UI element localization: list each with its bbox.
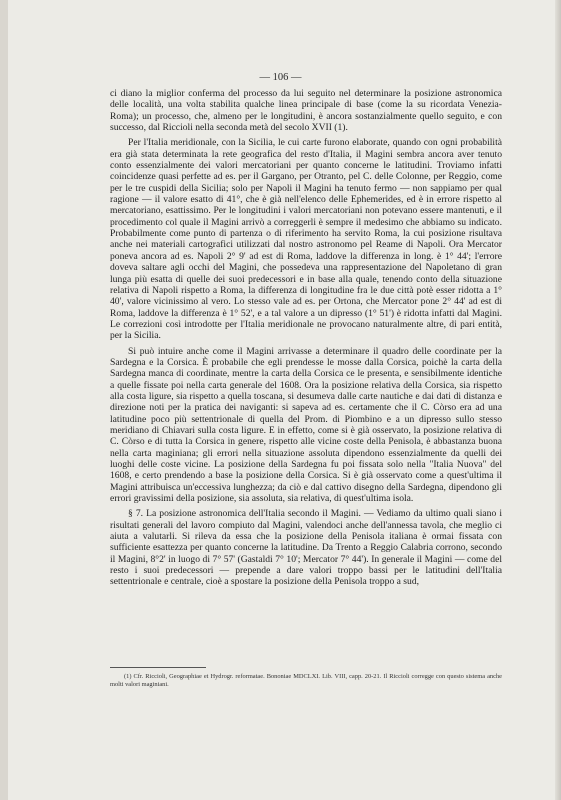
paragraph-4-section-7: § 7. La posizione astronomica dell'Italia secondo il Magini. — Vediamo da ultimo quali siano i risultati generali del lavoro compiuto dal Magini, valendoci anche dell'annessa tavola, che meglio ci aiuta a valutarli. Si rileva da essa che la posizione della Penisola italiana è ormai fissata con sufficiente esattezza per quanto concerne la latitudine. Da Trento a Reggio Calabria corrono, secondo il Magini, 8°2' in luogo di 7° 57' (Gastaldi 7° 10'; Mercator 7° 44'). In generale il Magini — come del resto i suoi predecessori — prepende a dare valori troppo bassi per le latitudini dell'Italia settentrionale e centrale, cioè a spostare la posizione della Penisola troppo a sud,: [110, 508, 502, 588]
paragraph-3: Si può intuire anche come il Magini arrivasse a determinare il quadro delle coordinate per la Sardegna e la Corsica. È probabile che egli prendesse le mosse dalla Corsica, poichè la carta della Sardegna manca di coordinate, mentre la carta della Corsica ce le presenta, e sensibilmente identiche a quelle fissate poi nella carta generale del 1608. Ora la posizione relativa della Corsica, sia rispetto alla costa ligure, sia rispetto a quella toscana, si desumeva dalle carte nautiche e dai dati di distanza e direzione noti per la pratica dei naviganti: si sapeva ad es. certamente che il C. Còrso era ad una latitudine poco più settentrionale di quella del Prom. di Piombino e a un dipresso sullo stesso meridiano di Chiavari sulla costa ligure. E in effetto, come si è già osservato, la posizione relativa di C. Còrso e di tutta la Corsica in genere, rispetto alle vicine coste della Penisola, è abbastanza buona nella carta maginiana; gli errori nella situazione assoluta dipendono essenzialmente da quelli dei luoghi delle coste vicine. La posizione della Sardegna fu poi fissata solo nella "Italia Nuova" del 1608, e certo prendendo a base la posizione della Corsica. Si è già osservato come a quest'ultima il Magini attribuisca un'eccessiva lunghezza; da ciò e dal cattivo disegno della Sardegna, dipendono gli errori gravissimi della posizione, sia assoluta, sia relativa, di quest'ultima isola.: [110, 345, 502, 505]
paragraph-1: ci diano la miglior conferma del processo da lui seguito nel determinare la posizione astronomica delle località, una volta stabilita qualche linea principale di base (come la su ricordata Venezia-Roma); un processo, che, almeno per le longitudini, è ancora sostanzialmente quello seguito, e con successo, dal Riccioli nella seconda metà del secolo XVII (1).: [110, 88, 502, 134]
page-number: — 106 —: [259, 72, 302, 83]
footnote-text: (1) Cfr. Riccioli, Geographiae et Hydrogr. reformatae. Bononiae MDCLXI. Lib. VIII, capp. 20-21. Il Riccioli corregge con questo sistema anche molti valori maginiani.: [110, 673, 502, 688]
page-edge-shadow: [555, 0, 561, 800]
footnote: [110, 673, 502, 689]
paragraph-2: Per l'Italia meridionale, con la Sicilia, le cui carte furono elaborate, quando con ogni probabilità era già stata determinata la rete geografica del resto d'Italia, il Magini sembra ancora aver tenuto conto essenzialmente dei valori mercatoriani per quanto concerne le latitudini. Troviamo infatti coincidenze quasi perfette ad es. per il Gargano, per Otranto, pel C. delle Colonne, per Reggio, come per le tre cuspidi della Sicilia; solo per Napoli il Magini ha tenuto fermo — non sappiamo per qual ragione — il valore esatto di 41°, che è già nell'elenco delle Ephemerides, ed è in errore rispetto al mercatoriano, esattissimo. Per le longitudini i valori mercatoriani non potevano essere mantenuti, e il procedimento col quale il Magini arrivò a correggerli è sempre il medesimo che abbiamo su indicato. Probabilmente come punto di partenza o di riferimento ha servito Roma, la cui posizione risultava anche nei materiali cartografici utilizzati dal nostro astronomo pel Reame di Napoli. Ora Mercator poneva ancora ad es. Napoli 2° 9' ad est di Roma, laddove la differenza in long. è 1° 44'; l'errore doveva saltare agli occhi del Magini, che possedeva una rappresentazione del Napoletano di gran lunga più esatta di quelle dei suoi predecessori e in base alla quale, tenendo conto della situazione relativa di Napoli rispetto a Roma, la differenza di longitudine fra le due città potè esser ridotta a 1° 40', valore vicinissimo al vero. Lo stesso vale ad es. per Ortona, che Mercator pone 2° 44' ad est di Roma, laddove la differenza è 1° 52', e a tal valore a un dipresso (1° 51') è ridotta infatti dal Magini. Le correzioni così introdotte per l'Italia meridionale ne provocano naturalmente altre, di pari entità, per la Sicilia.: [110, 137, 502, 342]
footnote-divider: [110, 667, 206, 668]
body-text: [110, 88, 502, 588]
